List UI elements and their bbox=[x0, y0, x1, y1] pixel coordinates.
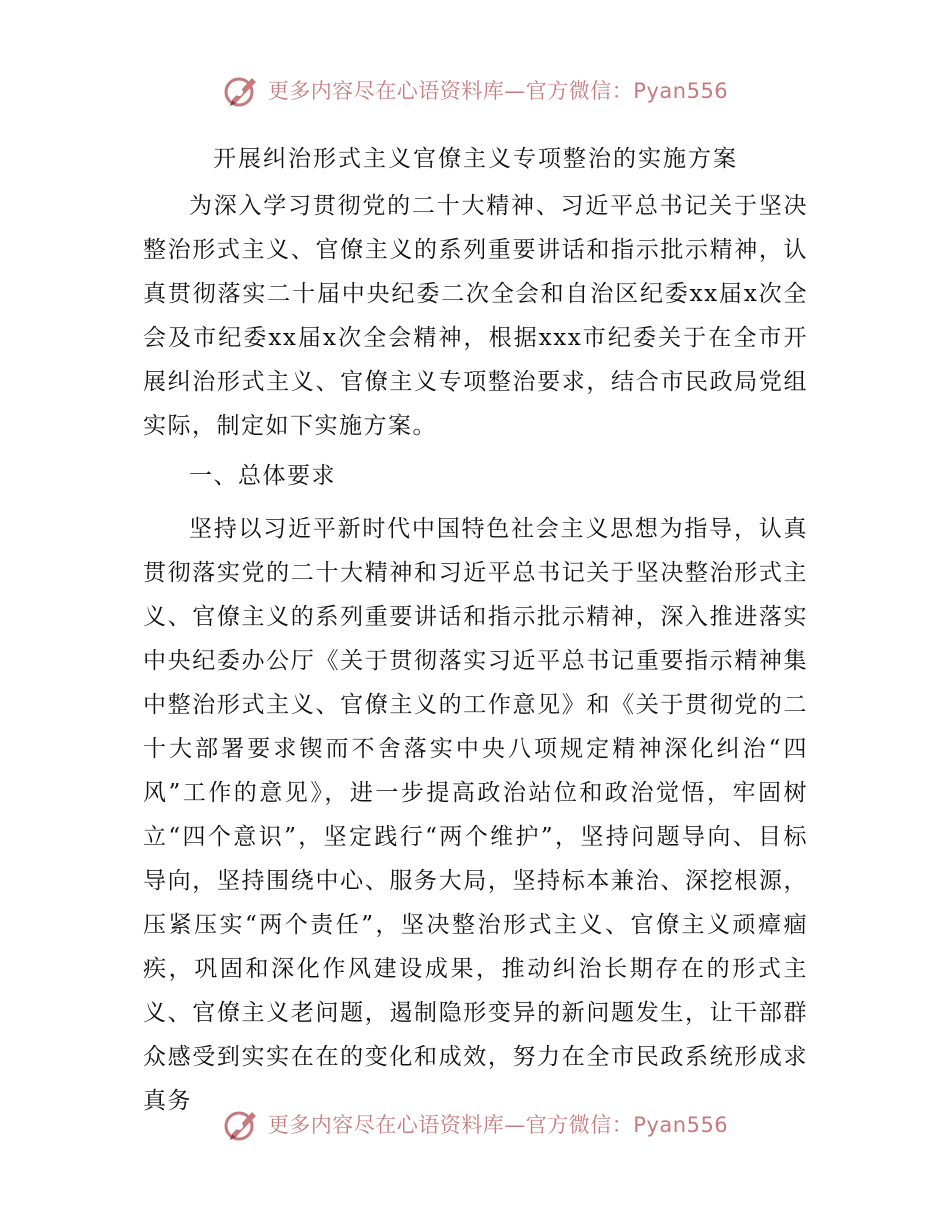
pen-logo-icon bbox=[222, 1104, 262, 1144]
intro-paragraph: 为深入学习贯彻党的二十大精神、习近平总书记关于坚决整治形式主义、官僚主义的系列重要讲话和指示批示精神，认真贯彻落实二十届中央纪委二次全会和自治区纪委xx届x次全会及市纪委xx届x次全会精神，根据xxx市纪委关于在全市开展纠治形式主义、官僚主义专项整治要求，结合市民政局党组实际，制定如下实施方案。 bbox=[143, 193, 808, 439]
footer-watermark-banner bbox=[0, 1102, 950, 1146]
section-paragraph-general-requirements: 坚持以习近平新时代中国特色社会主义思想为指导，认真贯彻落实党的二十大精神和习近平总书记关于坚决整治形式主义、官僚主义的系列重要讲话和指示批示精神，深入推进落实中央纪委办公厅《关于贯彻落实习近平总书记重要指示精神集中整治形式主义、官僚主义的工作意见》和《关于贯彻党的二十大部署要求锲而不舍落实中央八项规定精神深化纠治“四风”工作的意见》，进一步提高政治站位和政治觉悟，牢固树立“四个意识”，坚定践行“两个维护”，坚持问题导向、目标导向，坚持围绕中心、服务大局，坚持标本兼治、深挖根源，压紧压实“两个责任”，坚决整治形式主义、官僚主义顽瘴痼疾，巩固和深化作风建设成果，推动纠治长期存在的形式主义、官僚主义老问题，遏制隐形变异的新问题发生，让干部群众感受到实实在在的变化和成效，努力在全市民政系统形成求真务 bbox=[143, 516, 808, 1114]
header-watermark-text: 更多内容尽在心语资料库—官方微信：Pyan556 bbox=[267, 79, 729, 103]
header-watermark-banner bbox=[0, 68, 950, 112]
document-title: 开展纠治形式主义官僚主义专项整治的实施方案 bbox=[213, 146, 738, 172]
document-body bbox=[143, 138, 808, 1123]
section-heading-general-requirements: 一、总体要求 bbox=[189, 463, 336, 489]
pen-logo-icon bbox=[222, 70, 262, 110]
footer-watermark-text: 更多内容尽在心语资料库—官方微信：Pyan556 bbox=[267, 1113, 729, 1137]
